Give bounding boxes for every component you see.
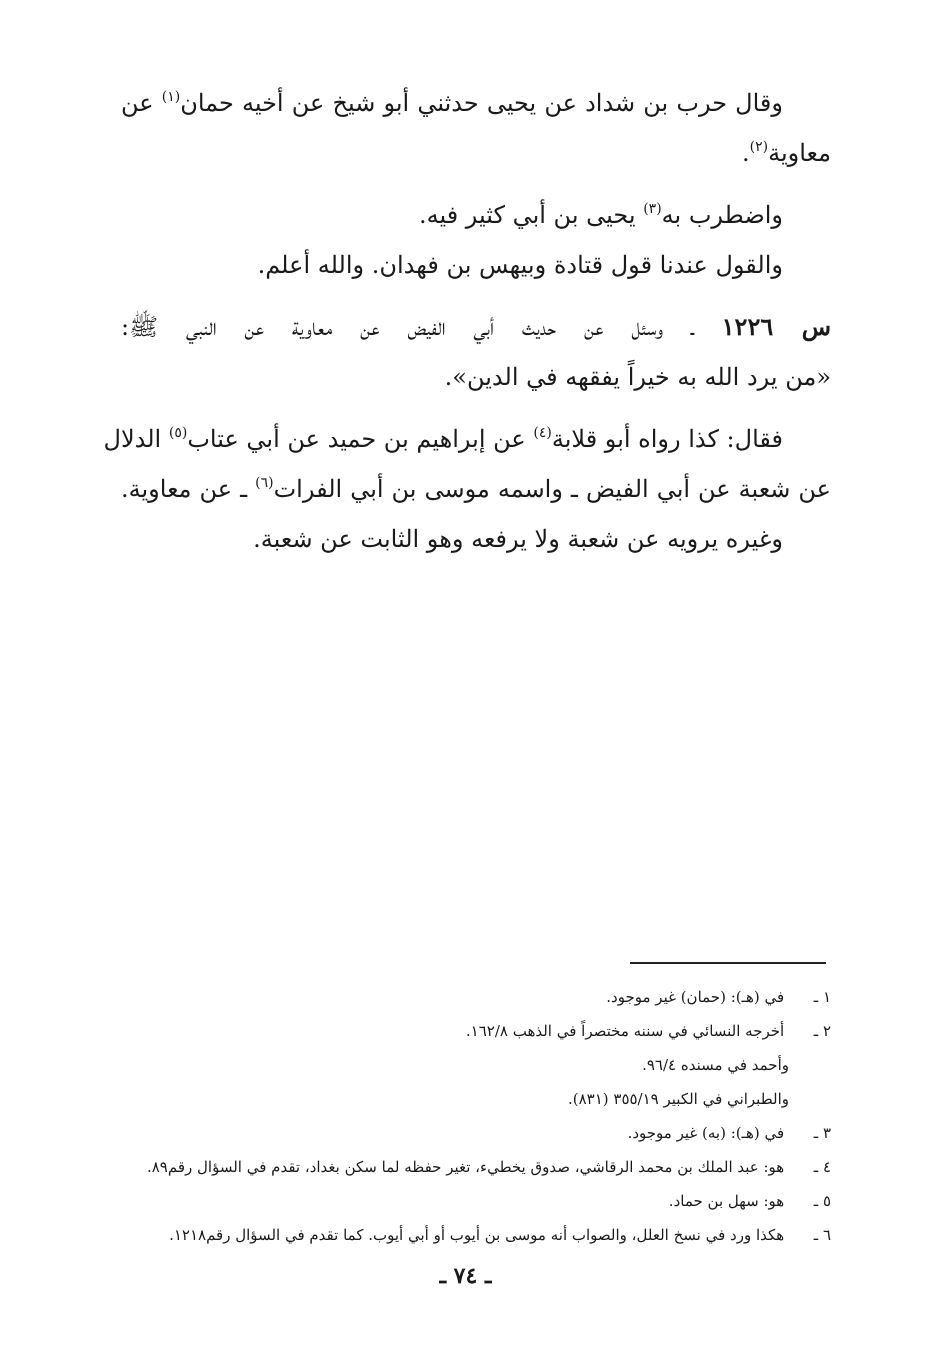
text-run: عن إبراهيم بن حميد عن أبي عتاب (187, 425, 534, 453)
text-run: يحيى بن أبي كثير فيه. (418, 201, 644, 229)
footnote-item (111, 1082, 831, 1116)
footnotes (111, 980, 831, 1252)
text-run: معاوية (768, 139, 831, 167)
footnote-number: ٥ ـ (813, 1192, 831, 1210)
footnote-ref[interactable]: (١) (161, 89, 181, 105)
question-number: س ١٢٢٦ (721, 312, 832, 341)
page-number: ـ ٧٤ ـ (439, 1263, 492, 1289)
footnote-text: هكذا ورد في نسخ العلل، والصواب أنه موسى بن أيوب أو أبي أيوب. كما تقدم في السؤال رقم١٢١٨. (169, 1226, 785, 1244)
footnote-text: هو: سهل بن حماد. (668, 1192, 785, 1210)
text-line (103, 414, 831, 464)
footnote-item (111, 1048, 831, 1082)
footnote-divider (630, 962, 826, 964)
footnote-item (111, 980, 831, 1014)
text-run: ـ عن معاوية. (121, 475, 256, 503)
footnote-number: ٤ ـ (813, 1158, 831, 1176)
footnote-ref[interactable]: (٢) (749, 139, 769, 155)
footnote-text: في (هـ): (حمان) غير موجود. (606, 988, 785, 1006)
footnote-item (111, 1014, 831, 1048)
text-run: وقال حرب بن شداد عن يحيى حدثني أبو شيخ عن أخيه حمان (180, 89, 783, 117)
text-line (121, 78, 831, 128)
footnote-item (111, 1218, 831, 1252)
text-run: واضطرب به (661, 201, 783, 229)
footnote-text: هو: عبد الملك بن محمد الرقاشي، صدوق يخطيء، تغير حفظه لما سكن بغداد، تقدم في السؤال رقم٨٩. (146, 1158, 785, 1176)
footnote-item (111, 1116, 831, 1150)
footnote-text: وأحمد في مسنده ٩٦/٤. (642, 1056, 789, 1074)
text-line: وغيره يرويه عن شعبة ولا يرفعه وهو الثابت عن شعبة. (253, 525, 783, 553)
footnote-number: ٦ ـ (813, 1226, 831, 1244)
text-run: . (742, 139, 750, 167)
footnote-item (111, 1184, 831, 1218)
text-run: ـ وسئل عن حديث أبي الفيض عن معاوية عن النبي ﷺ: (121, 313, 722, 341)
footnote-number: ٣ ـ (813, 1124, 831, 1142)
footnote-ref[interactable]: (٣) (643, 201, 662, 217)
footnote-text: والطبراني في الكبير ٣٥٥/١٩ (٨٣١). (567, 1090, 789, 1108)
footnote-text: في (هـ): (به) غير موجود. (627, 1124, 785, 1142)
text-run: عن (121, 89, 162, 117)
text-run: عن شعبة عن أبي الفيض ـ واسمه موسى بن أبي الفرات (273, 475, 831, 503)
footnote-item (111, 1150, 831, 1184)
main-text (103, 78, 832, 564)
footnote-number: ٢ ـ (813, 1022, 831, 1040)
footnote-ref[interactable]: (٤) (533, 425, 552, 441)
footnote-text: أخرجه النسائي في سننه مختصراً في الذهب ١٦٢/٨. (465, 1022, 785, 1040)
text-line (121, 464, 831, 514)
footnote-ref[interactable]: (٦) (255, 475, 274, 491)
text-line: «من يرد الله به خيراً يفقهه في الدين». (444, 363, 831, 391)
text-run: الدلال (103, 425, 169, 453)
text-line (121, 128, 831, 178)
footnote-number: ١ ـ (813, 988, 831, 1006)
text-line: والقول عندنا قول قتادة وبيهس بن فهدان. والله أعلم. (257, 251, 783, 279)
text-line (121, 190, 831, 240)
question-line (121, 302, 831, 352)
text-run: فقال: كذا رواه أبو قلابة (551, 425, 783, 453)
footnote-ref[interactable]: (٥) (168, 425, 188, 441)
